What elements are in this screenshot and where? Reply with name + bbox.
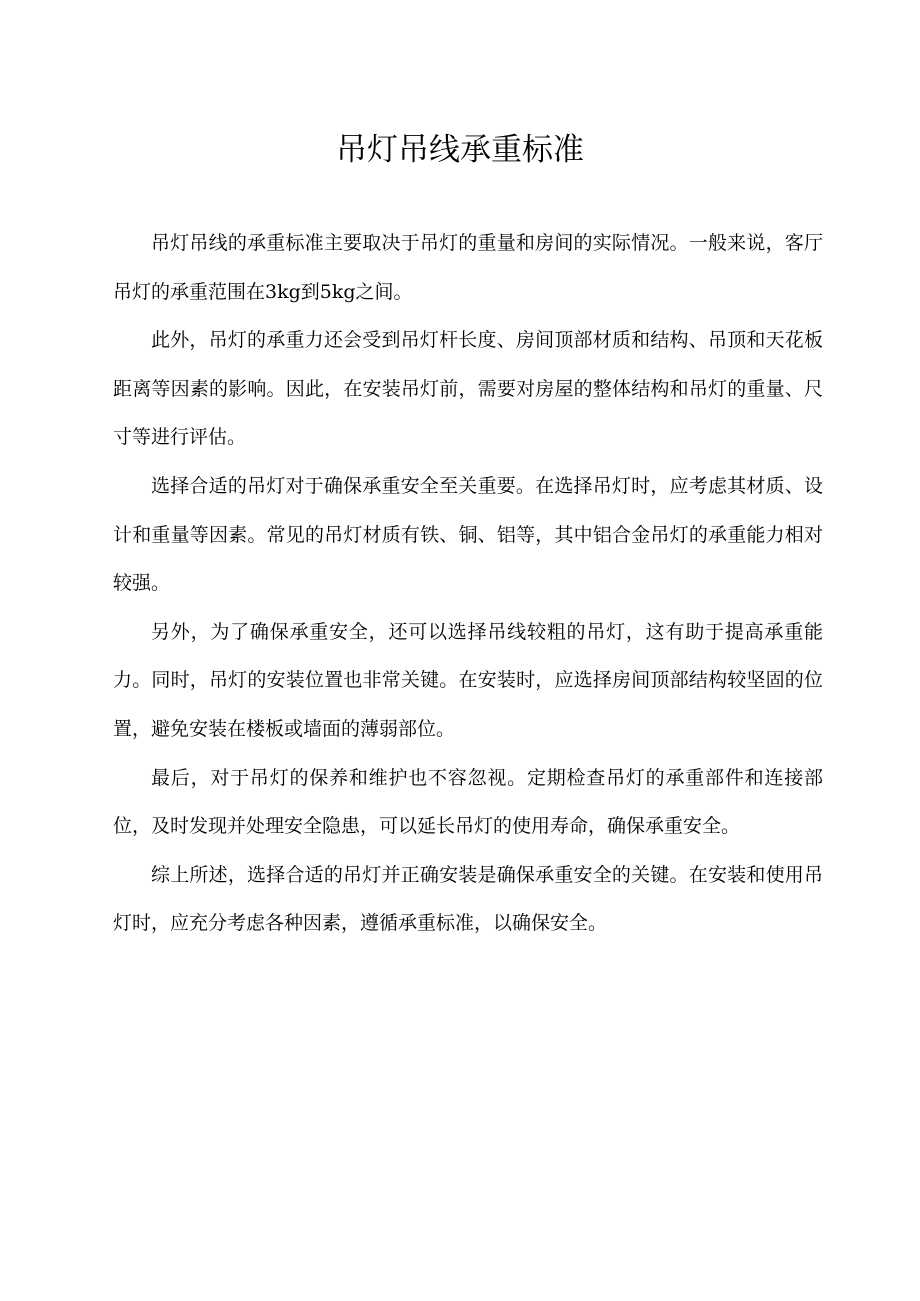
document-title: 吊灯吊线承重标准: [336, 132, 584, 168]
paragraph-6: 综上所述，选择合适的吊灯并正确安装是确保承重安全的关键。在安装和使用吊灯时，应充分考虑各种因素，遵循承重标准，以确保安全。: [113, 863, 823, 935]
paragraph-3: 选择合适的吊灯对于确保承重安全至关重要。在选择吊灯时，应考虑其材质、设计和重量等因素。常见的吊灯材质有铁、铜、铝等，其中铝合金吊灯的承重能力相对较强。: [113, 474, 823, 595]
paragraph-1: 吊灯吊线的承重标准主要取决于吊灯的重量和房间的实际情况。一般来说，客厅吊灯的承重范围在3kg到5kg之间。: [113, 232, 823, 303]
document-body: [113, 219, 823, 948]
paragraph-5: 最后，对于吊灯的保养和维护也不容忽视。定期检查吊灯的承重部件和连接部位，及时发现并处理安全隐患，可以延长吊灯的使用寿命，确保承重安全。: [113, 766, 823, 838]
paragraph-2: 此外，吊灯的承重力还会受到吊灯杆长度、房间顶部材质和结构、吊顶和天花板距离等因素的影响。因此，在安装吊灯前，需要对房屋的整体结构和吊灯的重量、尺寸等进行评估。: [113, 329, 823, 449]
paragraph-4: 另外，为了确保承重安全，还可以选择吊线较粗的吊灯，这有助于提高承重能力。同时，吊灯的安装位置也非常关键。在安装时，应选择房间顶部结构较坚固的位置，避免安装在楼板或墙面的薄弱部位。: [113, 620, 823, 740]
